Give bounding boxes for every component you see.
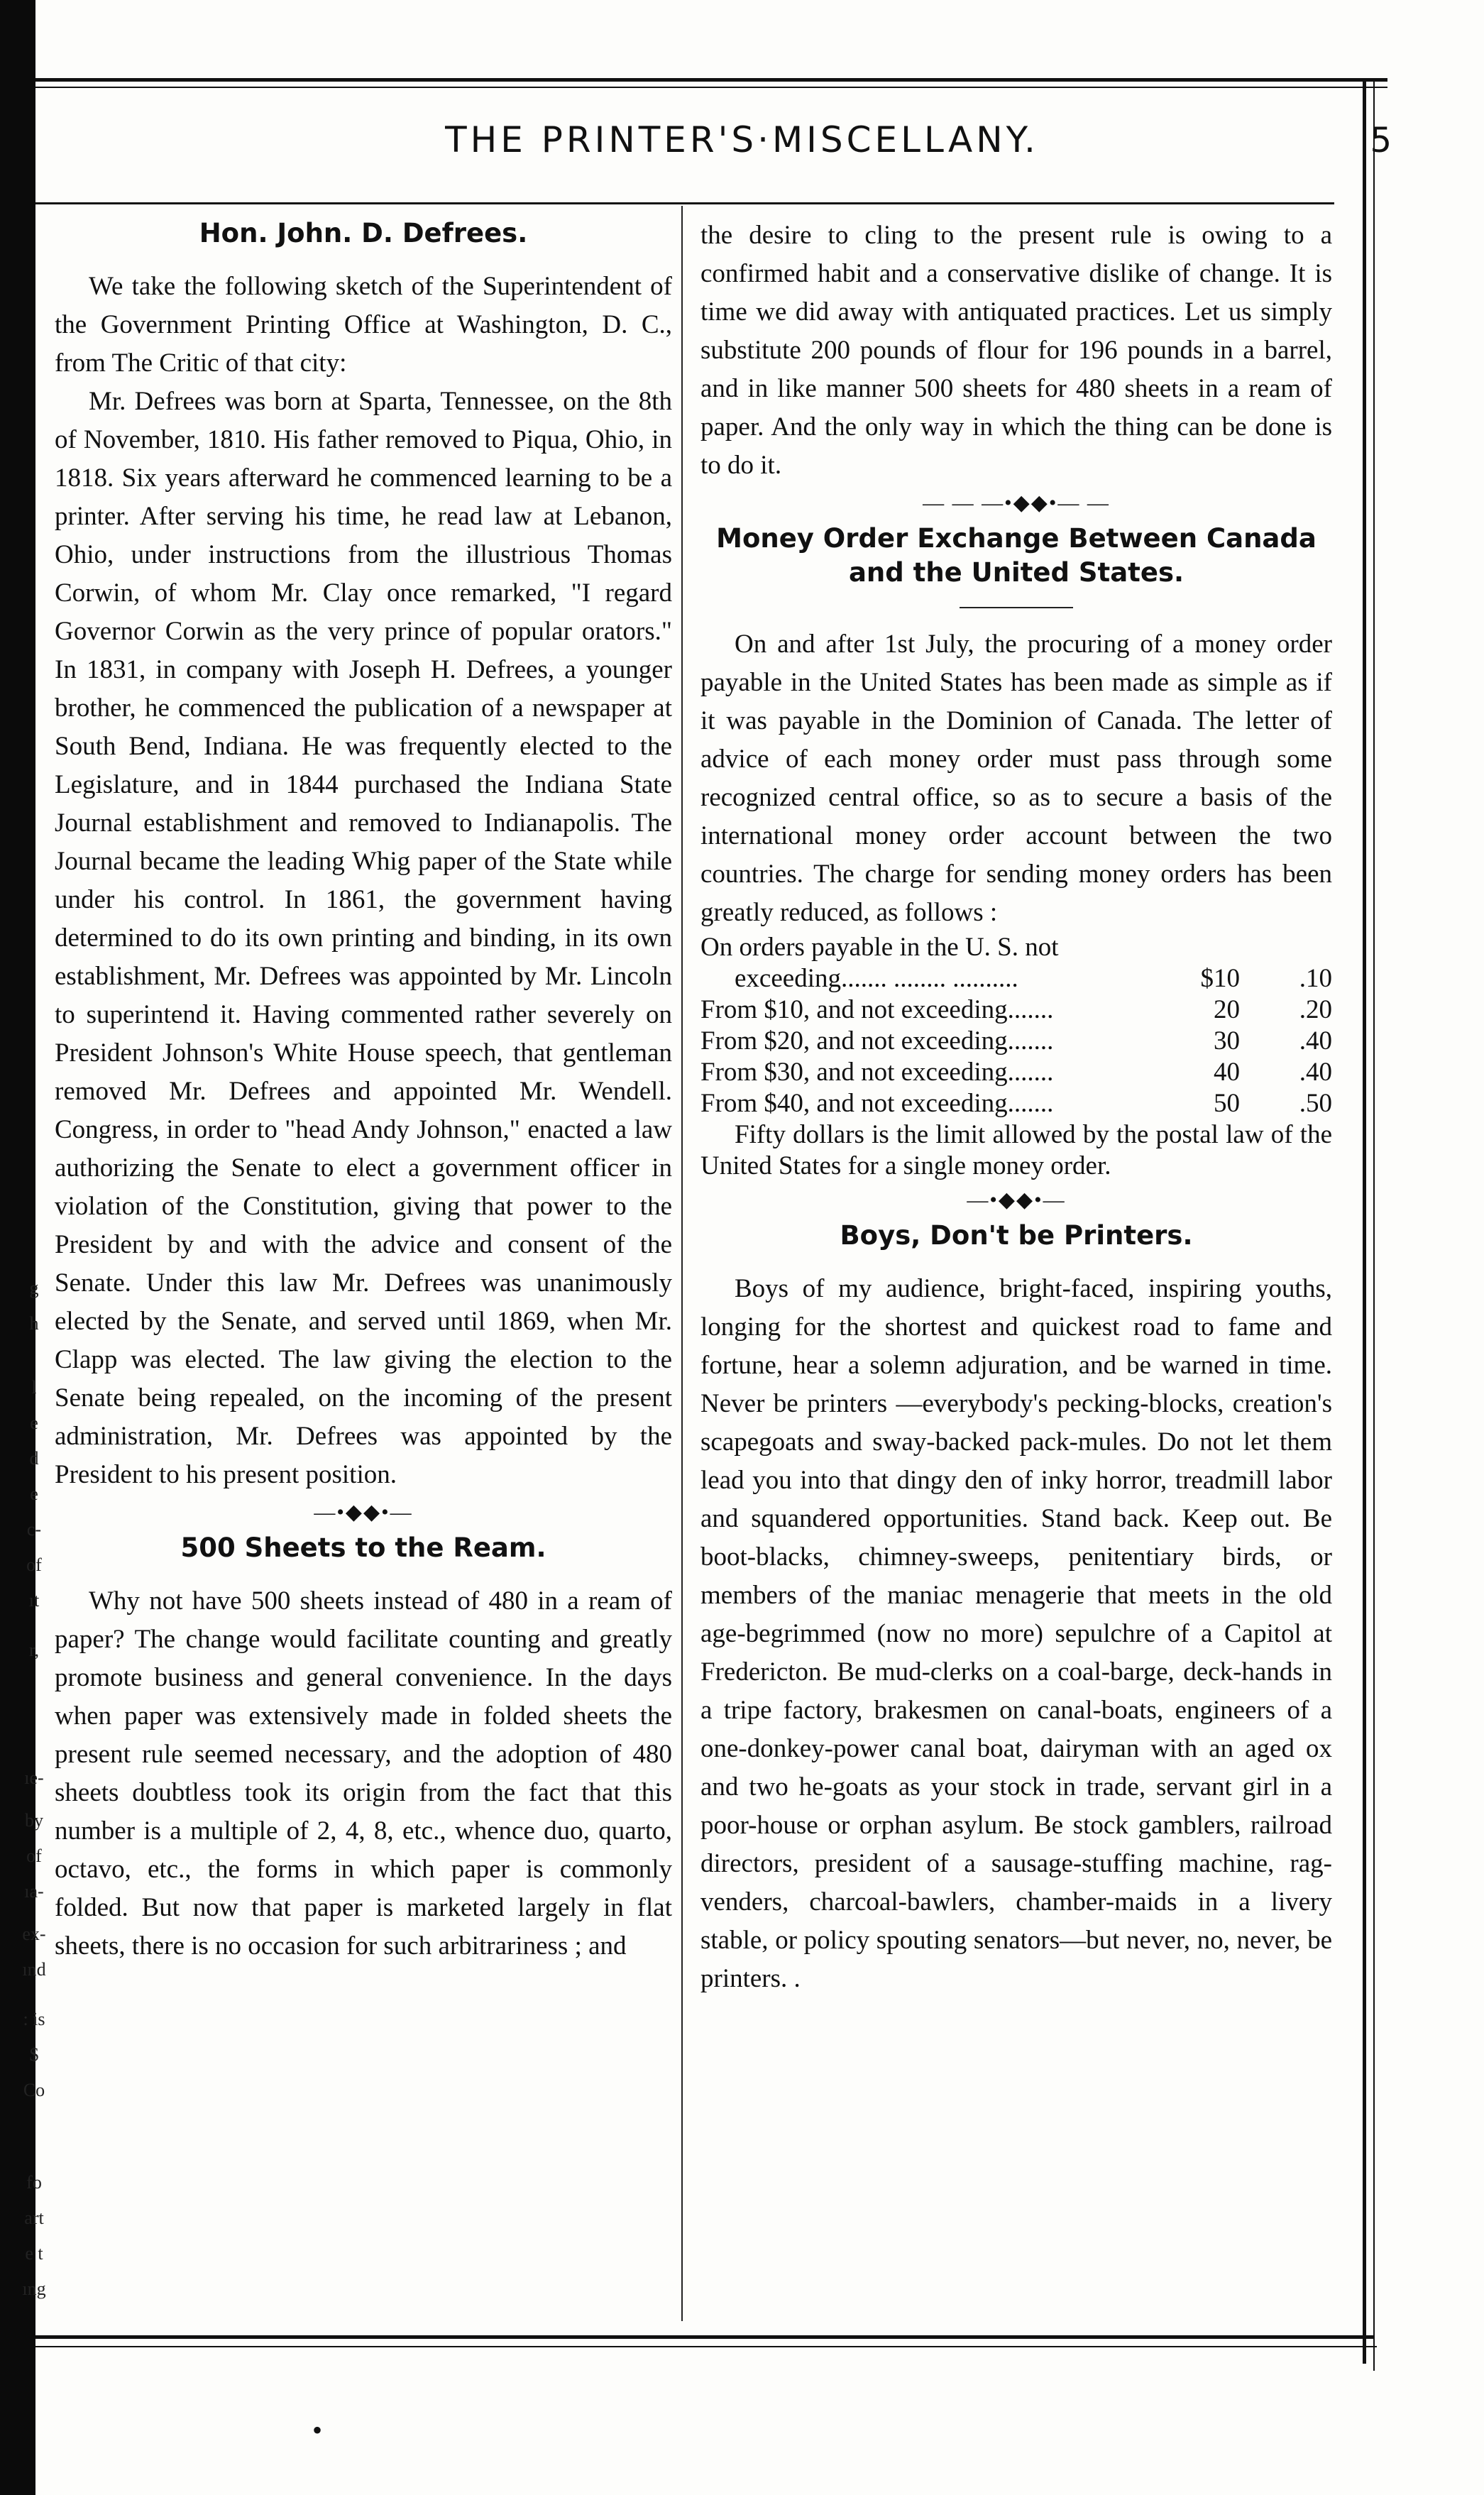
- rate-amount: 40: [1214, 1058, 1240, 1087]
- margin-fragment: Co: [23, 2080, 45, 2100]
- frame-bottom-rule-inner: [35, 2346, 1377, 2347]
- margin-fragment: art: [24, 2208, 44, 2228]
- title-underline: [960, 607, 1073, 608]
- margin-fragment: ex-: [22, 1924, 46, 1944]
- frame-top-rule: [35, 78, 1387, 82]
- section-ornament: —•◆◆•—: [314, 1501, 413, 1524]
- margin-fragment: c-: [26, 1519, 42, 1540]
- margin-fragment: e: [30, 1413, 38, 1433]
- rate-fee: .50: [1299, 1089, 1332, 1118]
- table-row: [700, 1057, 1332, 1088]
- margin-fragment: ıt: [28, 1590, 40, 1611]
- margin-fragment: r,: [28, 1640, 40, 1660]
- margin-fragment: ıng: [22, 2279, 46, 2299]
- margin-fragment: of: [26, 1846, 42, 1866]
- margin-fragment: by: [25, 1810, 43, 1831]
- rate-amount: $10: [1200, 964, 1240, 993]
- table-row: [700, 994, 1332, 1026]
- rate-fee: .40: [1299, 1058, 1332, 1087]
- rate-description: From $30, and not exceeding.......: [700, 1058, 1054, 1087]
- margin-fragment: : is: [23, 2009, 45, 2029]
- page-number: 5: [1370, 121, 1392, 160]
- margin-fragment: ıa-: [24, 1881, 44, 1902]
- rate-amount: 20: [1214, 995, 1240, 1024]
- header-rule: [35, 202, 1334, 204]
- margin-fragment: g: [29, 1278, 39, 1298]
- margin-fragment: of: [26, 1554, 42, 1575]
- frame-bottom-rule: [35, 2335, 1373, 2339]
- section-ornament: —•◆◆•—: [967, 1188, 1066, 1212]
- rate-amount: 30: [1214, 1026, 1240, 1055]
- rate-description: From $20, and not exceeding.......: [700, 1026, 1054, 1055]
- rate-fee: .40: [1299, 1026, 1332, 1055]
- section-ornament: — — —•◆◆•— —: [923, 491, 1110, 515]
- right-column: [700, 216, 1332, 2318]
- margin-fragment: e: [30, 1484, 38, 1504]
- margin-fragment: e t: [25, 2243, 43, 2264]
- bottom-mark: •: [312, 2414, 323, 2446]
- article-paragraph: Why not have 500 sheets instead of 480 in a ream of paper? The change would facilitate counting and greatly promote business and general convenience. In the days when paper was extensively made in folded sheets the present rule seemed necessary, and the adoption of 480 sheets doubtless took its origin from the fact that this number is a multiple of 2, 4, 8, etc., whence duo, quarto, octavo, etc., the forms in which paper is commonly folded. But now that paper is marketed largely in flat sheets, there is no occasion for such arbitrariness ; and: [55, 1586, 672, 1961]
- rate-fee: .20: [1299, 995, 1332, 1024]
- margin-fragment: $: [29, 2044, 39, 2065]
- article-title-defrees: Hon. John. D. Defrees.: [199, 218, 528, 248]
- margin-fragment: ınd: [22, 1959, 46, 1980]
- margin-fragment: l: [31, 1377, 37, 1398]
- rate-description: From $10, and not exceeding.......: [700, 995, 1054, 1024]
- frame-top-rule-inner: [35, 87, 1387, 88]
- article-paragraph-continued: the desire to cling to the present rule is owing to a confirmed habit and a conservative dislike of change. It is time we did away with antiquated practices. Let us simply substitute 200 pounds of flour for 196 pounds in a barrel, and in like manner 500 sheets for 480 sheets in a ream of paper. And the only way in which the thing can be done is to do it.: [700, 221, 1332, 480]
- rate-amount: 50: [1214, 1089, 1240, 1118]
- article-title-printers: Boys, Don't be Printers.: [840, 1220, 1193, 1251]
- article-title-ream: 500 Sheets to the Ream.: [180, 1532, 546, 1563]
- margin-fragment: fo: [26, 2172, 42, 2193]
- table-row: [700, 1088, 1332, 1119]
- left-column: [55, 216, 672, 2318]
- article-paragraph: Fifty dollars is the limit allowed by the postal law of the United States for a single money order.: [700, 1120, 1332, 1180]
- binding-shadow: [0, 0, 35, 2495]
- running-title: THE PRINTER'S·MISCELLANY.: [445, 119, 1039, 160]
- rate-description: From $40, and not exceeding.......: [700, 1089, 1054, 1118]
- margin-fragment: d: [29, 1448, 39, 1469]
- rate-description: exceeding....... ........ ..........: [735, 964, 1018, 993]
- rates-intro: On orders payable in the U. S. not: [700, 933, 1059, 962]
- article-paragraph: On and after 1st July, the procuring of a money order payable in the United States has been made as simple as if it was payable in the Dominion of Canada. The letter of advice of each money order must pass through some recognized central office, so as to secure a basis of the international money order account between the two countries. The charge for sending money orders has been greatly reduced, as follows :: [700, 630, 1332, 927]
- table-row: [700, 963, 1332, 994]
- article-paragraph: Mr. Defrees was born at Sparta, Tennessee, on the 8th of November, 1810. His father removed to Piqua, Ohio, in 1818. Six years afterward he commenced learning to be a printer. After serving his time, he read law at Lebanon, Ohio, under instructions from the illustrious Thomas Corwin, of whom Mr. Clay once remarked, "I regard Governor Corwin as the very prince of popular orators." In 1831, in company with Joseph H. Defrees, a younger brother, he commenced the publication of a newspaper at South Bend, Indiana. He was frequently elected to the Legislature, and in 1844 purchased the Indiana State Journal establishment and removed to Indianapolis. The Journal became the leading Whig paper of the State while under his control. In 1861, the government having determined to do its own printing and binding, in its own establishment, Mr. Defrees was appointed by Mr. Lincoln to superintend it. Having commented rather severely on President Johnson's White House speech, that gentleman removed Mr. Defrees and appointed Mr. Wendell. Congress, in order to "head Andy Johnson," enacted a law authorizing the Senate to elect a government officer in violation of the Constitution, giving that power to the President by and with the advice and consent of the Senate. Under this law Mr. Defrees was unanimously elected by the Senate, and served until 1869, when Mr. Clapp was elected. The law giving the election to the Senate being repealed, on the incoming of the present administration, Mr. Defrees was appointed by the President to his present position.: [55, 387, 672, 1489]
- article-paragraph: Boys of my audience, bright-faced, inspiring youths, longing for the shortest and quickest road to fame and fortune, hear a solemn adjuration, and be warned in time. Never be printers —everybody's pecking-blocks, creation's scapegoats and sway-backed pack-mules. Do not let them lead you into that dingy den of inky horror, treadmill labor and squandered opportunities. Stand back. Keep out. Be boot-blacks, chimney-sweeps, penitentiary birds, or members of the maniac menagerie that meets in the old age-begrimmed (now no more) sepulchre of a Capitol at Fredericton. Be mud-clerks on a coal-barge, deck-hands in a tripe factory, brakesmen on canal-boats, engineers of a one-donkey-power canal boat, dairyman with an aged ox and two he-goats as your stock in trade, servant girl in a poor-house or orphan asylum. Be stock gamblers, railroad directors, president of a sausage-stuffing machine, rag-venders, charcoal-bawlers, chamber-maids in a livery stable, or policy spouting senators—but never, no, never, be printers. .: [700, 1274, 1332, 1993]
- article-title-money-order: Money Order Exchange Between Canada and the United States.: [716, 523, 1317, 588]
- frame-right-rule: [1363, 78, 1366, 2364]
- rate-fee: .10: [1299, 964, 1332, 993]
- table-row: [700, 1026, 1332, 1057]
- margin-fragment: ıe-: [24, 1767, 44, 1788]
- frame-right-rule-outer: [1373, 78, 1375, 2371]
- rates-table: [700, 963, 1332, 1119]
- margin-fragment: h: [29, 1313, 39, 1334]
- column-divider: [681, 206, 683, 2321]
- article-paragraph: We take the following sketch of the Superintendent of the Government Printing Office at Washington, D. C., from The Critic of that city:: [55, 272, 672, 378]
